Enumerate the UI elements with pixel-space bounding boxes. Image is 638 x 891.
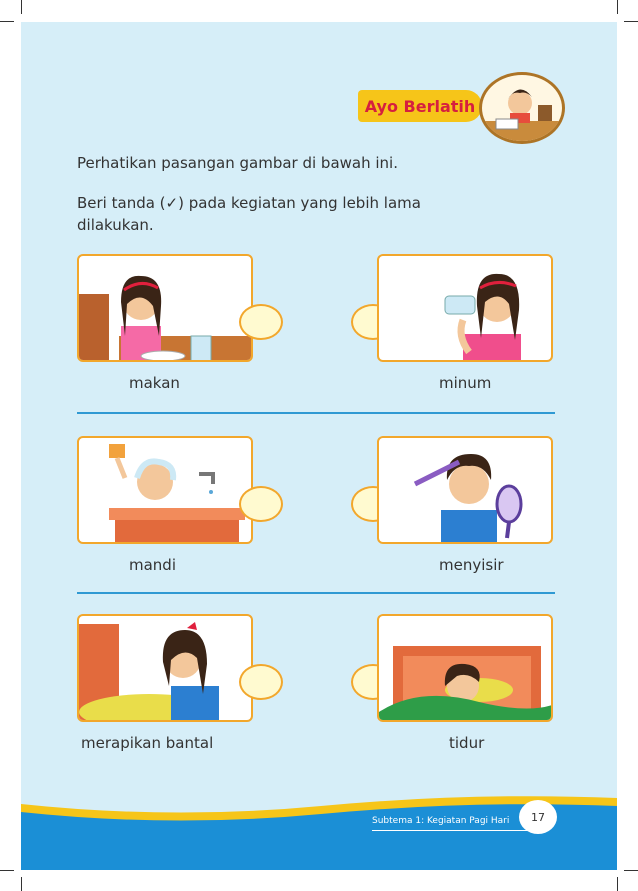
crop-mark <box>624 21 638 22</box>
crop-mark <box>617 0 618 14</box>
label-makan: makan <box>129 374 180 392</box>
crop-mark <box>21 877 22 891</box>
check-bubble-makan[interactable] <box>239 304 283 340</box>
crop-mark <box>21 0 22 14</box>
instruction-line-1: Perhatikan pasangan gambar di bawah ini. <box>77 154 398 172</box>
badge-label: Ayo Berlatih <box>364 96 476 116</box>
crop-mark <box>624 870 638 871</box>
combing-picture-card <box>377 436 553 544</box>
subtheme-label: Subtema 1: Kegiatan Pagi Hari <box>372 816 510 826</box>
eating-picture-card <box>77 254 253 362</box>
instruction-text-after-check: ) pada kegiatan yang lebih lama <box>178 194 421 212</box>
instruction-line-2 <box>77 192 421 214</box>
label-minum: minum <box>439 374 492 392</box>
row-divider <box>77 412 555 414</box>
page-number: 17 <box>519 800 557 834</box>
studying-boy-illustration <box>479 72 565 144</box>
tidying-pillow-picture-card <box>77 614 253 722</box>
instruction-line-3: dilakukan. <box>77 216 154 234</box>
crop-mark <box>617 877 618 891</box>
ayo-berlatih-badge <box>358 90 482 122</box>
worksheet-page <box>21 22 617 870</box>
sleeping-picture-card <box>377 614 553 722</box>
row-divider <box>77 592 555 594</box>
bathing-picture-card <box>77 436 253 544</box>
checkmark-symbol: ✓ <box>165 194 179 212</box>
subtheme-underline <box>372 830 530 831</box>
check-bubble-merapikan-bantal[interactable] <box>239 664 283 700</box>
crop-mark <box>0 870 14 871</box>
check-bubble-mandi[interactable] <box>239 486 283 522</box>
label-tidur: tidur <box>449 734 485 752</box>
label-merapikan-bantal: merapikan bantal <box>81 734 214 752</box>
label-menyisir: menyisir <box>439 556 504 574</box>
crop-mark <box>0 21 14 22</box>
label-mandi: mandi <box>129 556 176 574</box>
instruction-text-before-check: Beri tanda ( <box>77 194 166 212</box>
drinking-picture-card <box>377 254 553 362</box>
